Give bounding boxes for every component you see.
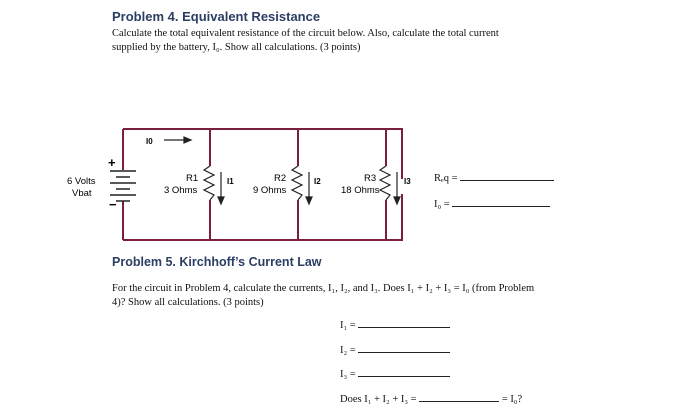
i1-label: I₁ = [340,320,356,331]
current-i1-arrow-icon [218,172,224,204]
i3-answer-blank[interactable] [358,367,450,377]
req-answer-row [434,171,554,184]
battery-plus-sign: + [108,155,116,170]
i2-answer-blank[interactable] [358,343,450,353]
battery-voltage-label: 6 Volts [67,176,96,187]
battery-minus-sign: − [109,197,117,212]
sum-suffix: = I₀? [501,394,523,405]
i0-answer-blank[interactable] [452,197,550,207]
resistor-r1 [204,166,214,200]
current-i0-label: I0 [146,137,153,146]
problem4-text-line2: supplied by the battery, I₀. Show all calculations. (3 points) [112,42,361,53]
resistor-r2 [292,166,302,200]
i2-answer-row [340,343,450,356]
circuit-diagram [0,120,700,370]
r1-value-label: 3 Ohms [164,185,198,196]
r3-value-label: 18 Ohms [341,185,380,196]
req-answer-blank[interactable] [460,171,554,181]
current-i2-label: I2 [314,177,321,186]
r3-name-label: R3 [364,173,377,184]
sum-label: Does I₁ + I₂ + I₃ = [340,394,417,405]
sum-answer-blank[interactable] [419,392,499,402]
r2-value-label: 9 Ohms [253,185,287,196]
current-i2-arrow-icon [306,172,312,204]
i1-answer-row [340,318,450,331]
i0-label: I₀ = [434,199,450,210]
req-label: Rₑq = [434,173,458,184]
problem4-title: Problem 4. Equivalent Resistance [112,9,321,24]
problem5-text-line1: For the circuit in Problem 4, calculate the currents, I₁, I₂, and I₃. Does I₁ + I₂ + I₃ = I₀ (from Problem [112,283,535,294]
r1-name-label: R1 [186,173,199,184]
problem5-text-line2: 4)? Show all calculations. (3 points) [112,297,264,308]
r2-name-label: R2 [274,173,287,184]
i3-answer-row [340,367,450,380]
i0-answer-row [434,197,550,210]
battery-name-label: Vbat [72,188,92,199]
i2-label: I₂ = [340,345,356,356]
current-i3-arrow-icon [394,172,400,204]
problem5-title: Problem 5. Kirchhoff’s Current Law [112,255,322,269]
problem4-text-line1: Calculate the total equivalent resistance of the circuit below. Also, calculate the total current [112,28,499,39]
i1-answer-blank[interactable] [358,318,450,328]
current-i0-arrow-icon [164,137,191,143]
i3-label: I₃ = [340,369,356,380]
current-i1-label: I1 [227,177,234,186]
sum-answer-row [340,392,522,405]
resistor-r3 [380,166,390,200]
current-i3-label: I3 [404,177,411,186]
